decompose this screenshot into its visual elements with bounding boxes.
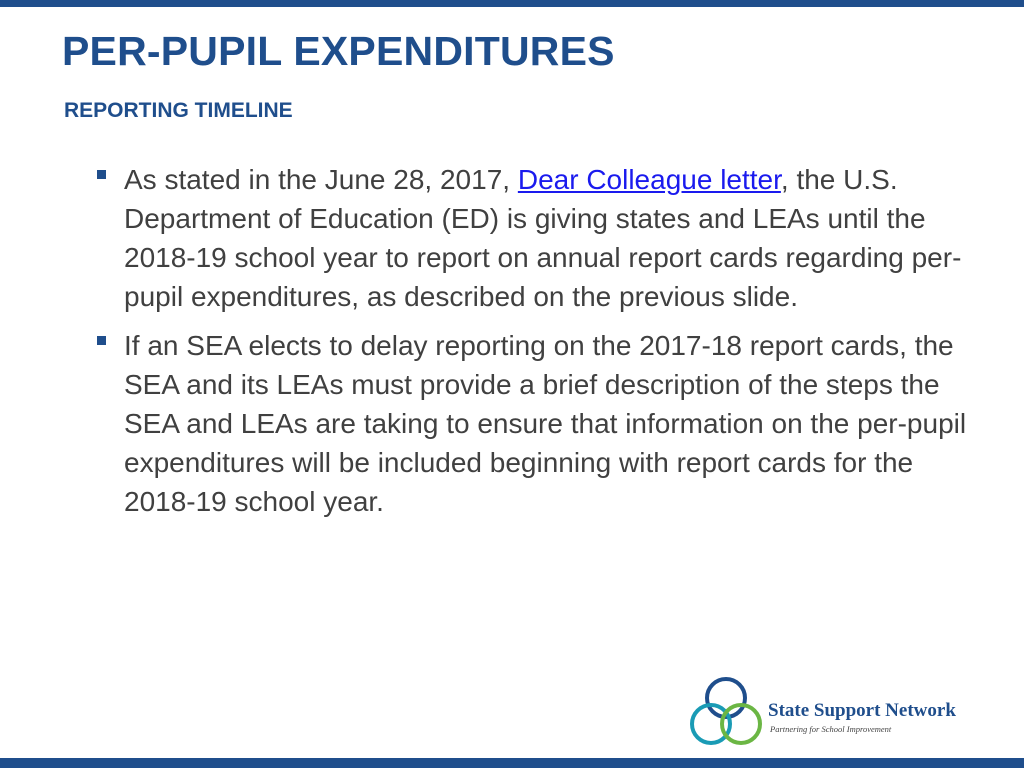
slide-title: PER-PUPIL EXPENDITURES — [62, 28, 615, 74]
top-accent-bar — [0, 0, 1024, 7]
bullet-item — [94, 160, 974, 316]
bullet-text: If an SEA elects to delay reporting on the 2017-18 report cards, the SEA and its LEAs must provide a brief description of the steps the SEA and LEAs are taking to ensure that information on the per-pupil expenditures will be included beginning with report cards for the 2018-19 school year. — [124, 330, 967, 517]
bullet-list — [94, 160, 974, 531]
bullet-text: , the U.S. Department of Education (ED) is giving states and LEAs until the 2018-19 school year to report on annual report cards regarding per-pupil expenditures, as described on the previous slide. — [124, 164, 962, 312]
bottom-accent-bar — [0, 758, 1024, 768]
logo-name: State Support Network — [768, 700, 956, 721]
state-support-network-logo — [686, 676, 986, 756]
interlocking-rings-icon — [686, 676, 766, 756]
slide-subtitle: REPORTING TIMELINE — [64, 99, 293, 122]
square-bullet-icon — [97, 170, 106, 179]
bullet-item — [94, 326, 974, 521]
square-bullet-icon — [97, 336, 106, 345]
logo-tagline: Partnering for School Improvement — [770, 724, 892, 734]
dear-colleague-letter-link[interactable]: Dear Colleague letter — [517, 164, 781, 195]
bullet-text: As stated in the June 28, 2017, — [124, 164, 518, 195]
